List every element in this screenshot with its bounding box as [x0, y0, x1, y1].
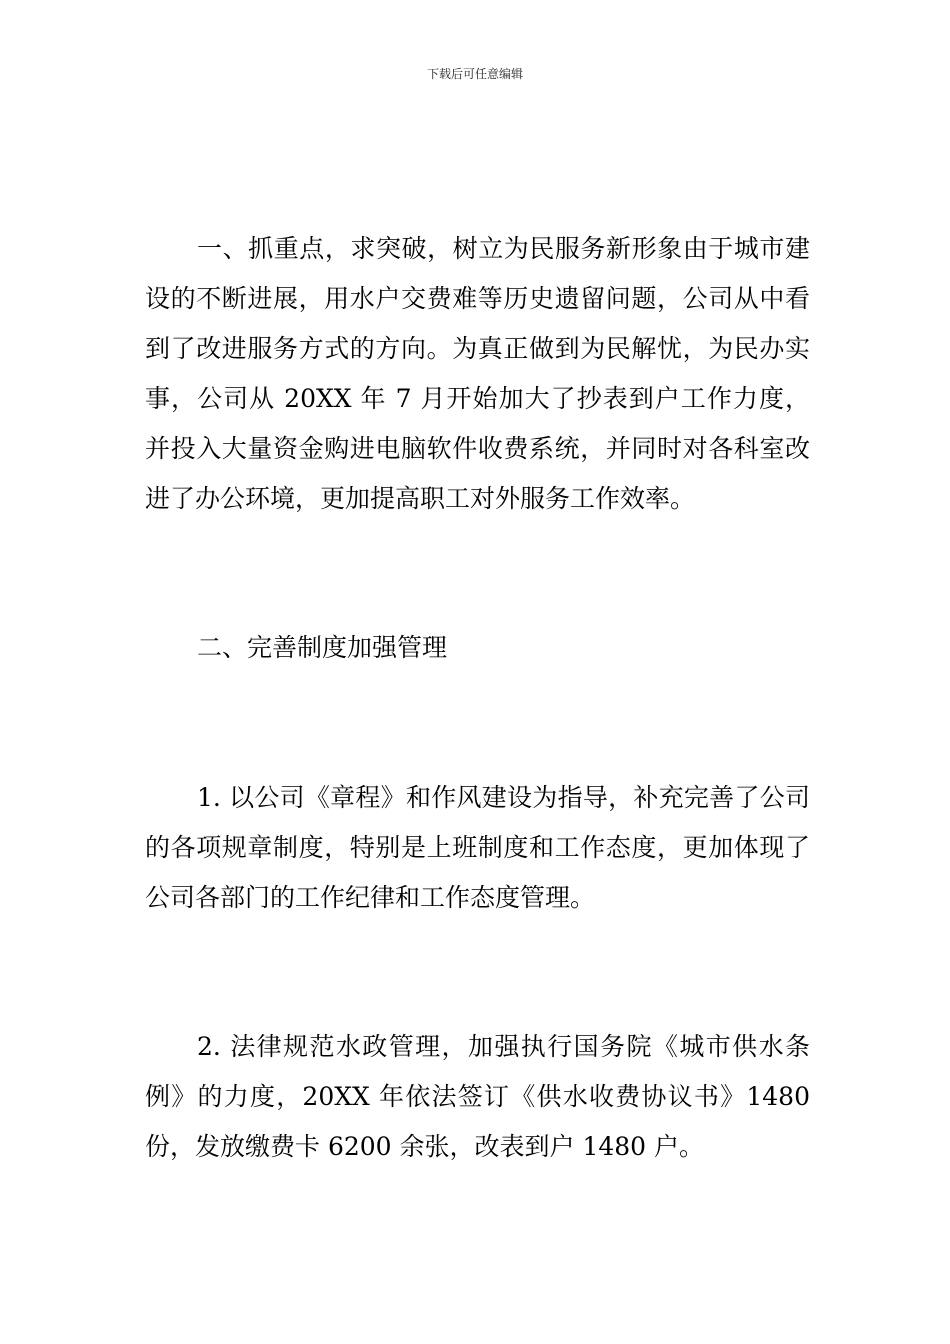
- paragraph-service-image: 一、抓重点，求突破，树立为民服务新形象由于城市建设的不断进展，用水户交费难等历史遗留问题，公司从中看到了改进服务方式的方向。为真正做到为民解忧，为民办实事，公司从 20XX 年 7 月开始加大了抄表到户工作力度，并投入大量资金购进电脑软件收费系统，并同时对各科室改进了办公环境，更加提高职工对外服务工作效率。: [145, 234, 810, 513]
- paragraph-regulations: 1. 以公司《章程》和作风建设为指导，补充完善了公司的各项规章制度，特别是上班制度和工作态度，更加体现了公司各部门的工作纪律和工作态度管理。: [145, 783, 810, 912]
- page-header-note: 下载后可任意编辑: [426, 67, 523, 81]
- section-heading-management: 二、完善制度加强管理: [197, 633, 448, 662]
- paragraph-water-administration: 2. 法律规范水政管理，加强执行国务院《城市供水条例》的力度，20XX 年依法签订《供水收费协议书》1480 份，发放缴费卡 6200 余张，改表到户 1480 户。: [145, 1032, 810, 1161]
